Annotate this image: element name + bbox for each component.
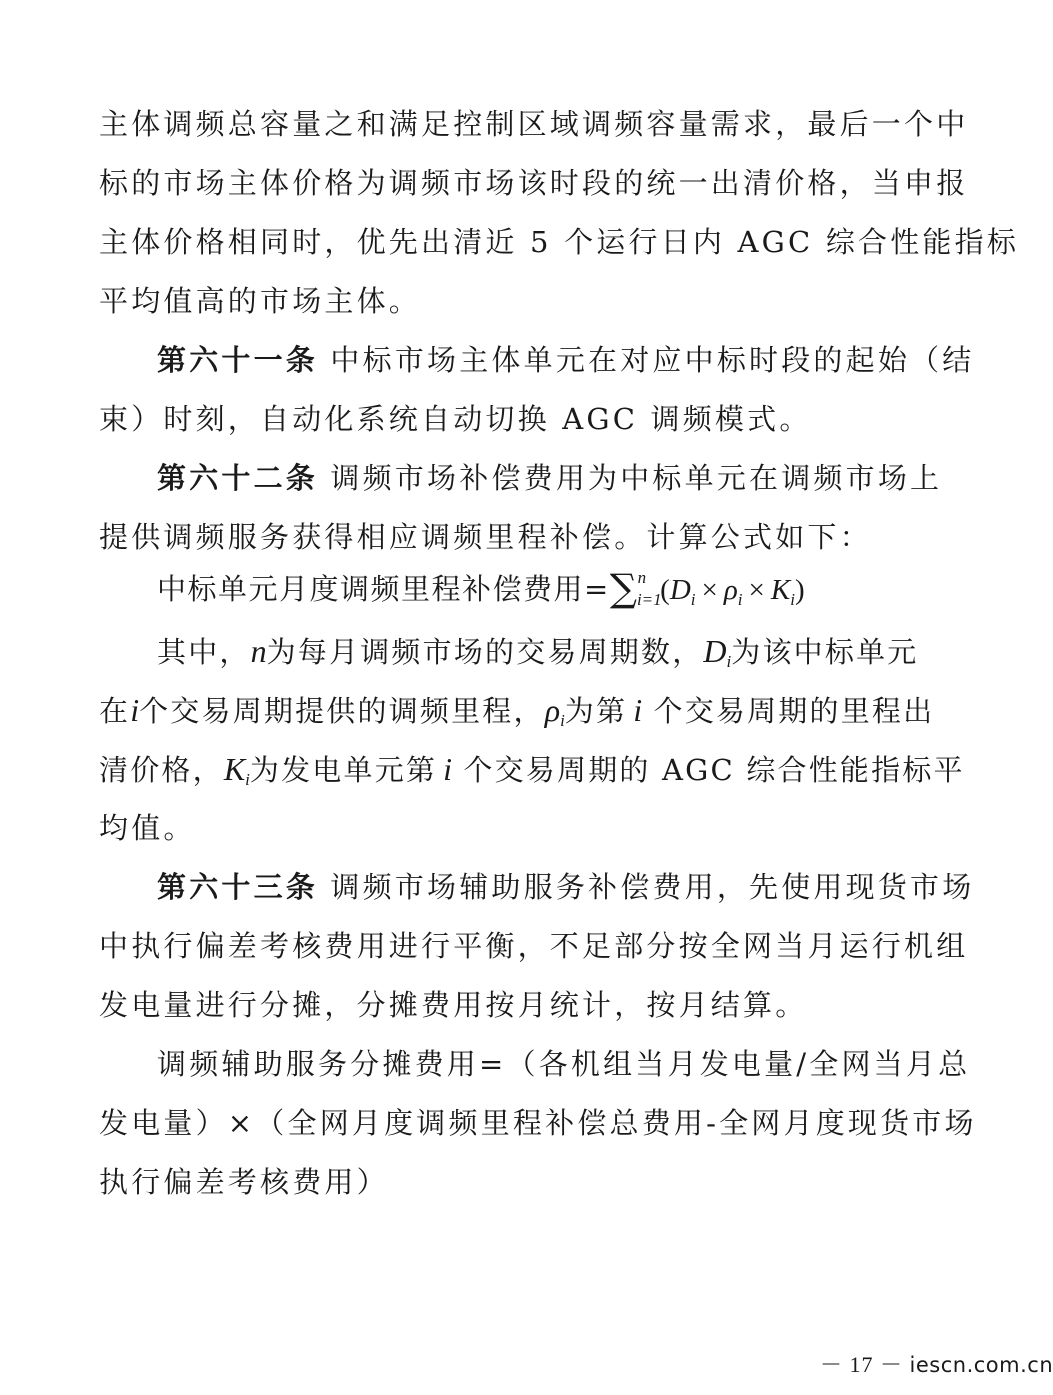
allocation-line: 发电量）×（全网月度调频里程补偿总费用-全网月度现货市场 — [99, 1106, 977, 1140]
article-63-title: 第六十三条 — [157, 870, 319, 904]
text-span: 为第 — [564, 694, 628, 728]
article-61-text: 中标市场主体单元在对应中标时段的起始（结 — [318, 343, 975, 377]
text-span: 在 — [99, 694, 131, 728]
article-61-line — [157, 342, 975, 378]
var-rho: ρ — [723, 574, 738, 606]
text-span: 个交易周期的里程出 — [642, 694, 935, 728]
paragraph-line: 平均值高的市场主体。 — [99, 284, 422, 318]
definition-line — [157, 633, 919, 671]
var-rho-sub: i — [560, 711, 565, 730]
allocation-line: 调频辅助服务分摊费用=（各机组当月发电量/全网当月总 — [157, 1047, 971, 1081]
var-rho: ρ — [544, 692, 561, 728]
times-op: × — [748, 574, 765, 606]
text-span: 为每月调频市场的交易周期数， — [266, 635, 704, 669]
var-rho-sub: i — [737, 590, 743, 609]
sum-lower-limit: i=1 — [636, 590, 662, 609]
allocation-line: 执行偏差考核费用） — [99, 1165, 389, 1199]
article-62-line — [157, 460, 943, 496]
times-op: × — [701, 574, 718, 606]
paragraph-line: 标的市场主体价格为调频市场该时段的统一出清价格，当申报 — [99, 166, 969, 200]
paragraph-line: 主体价格相同时，优先出清近 5 个运行日内 AGC 综合性能指标 — [99, 225, 1020, 259]
article-61-title: 第六十一条 — [157, 343, 319, 377]
paragraph-line: 主体调频总容量之和满足控制区域调频容量需求，最后一个中 — [99, 107, 969, 141]
var-d-sub: i — [726, 652, 732, 671]
sum-upper-limit: n — [637, 568, 647, 587]
var-d-sub: i — [690, 590, 696, 609]
text-span: 其中， — [157, 635, 251, 669]
var-k: K — [770, 574, 791, 606]
text-span: 个交易周期的 AGC 综合性能指标平 — [451, 753, 965, 787]
var-i: i — [443, 751, 452, 787]
var-k: K — [223, 751, 246, 787]
article-62-text: 调频市场补偿费用为中标单元在调频市场上 — [318, 461, 943, 495]
page-footer — [820, 1352, 1053, 1378]
var-d: D — [703, 633, 727, 669]
text-span: 为发电单元第 — [249, 753, 438, 787]
var-n: n — [250, 633, 267, 669]
var-k-sub: i — [790, 590, 795, 609]
open-paren: ( — [660, 574, 670, 606]
formula-label: 中标单元月度调频里程补偿费用= — [157, 572, 610, 606]
page-number: － 17 － — [820, 1352, 904, 1377]
var-i: i — [130, 692, 140, 728]
article-63-line: 中执行偏差考核费用进行平衡，不足部分按全网当月运行机组 — [99, 929, 969, 963]
article-63-line — [157, 869, 975, 905]
close-paren: ) — [794, 574, 805, 606]
definition-line: 均值。 — [99, 811, 196, 845]
sum-symbol: ∑ — [609, 566, 637, 610]
formula-line — [157, 566, 899, 610]
text-span: 为该中标单元 — [731, 635, 919, 669]
var-d: D — [669, 574, 691, 606]
text-span: 个交易周期提供的调频里程， — [139, 694, 545, 728]
definition-line — [99, 692, 935, 730]
article-62-title: 第六十二条 — [157, 461, 319, 495]
article-63-line: 发电量进行分摊，分摊费用按月统计，按月结算。 — [99, 988, 808, 1022]
article-61-line: 束）时刻，自动化系统自动切换 AGC 调频模式。 — [99, 402, 812, 436]
formula-expression — [609, 566, 805, 610]
watermark-site: iescn.com.cn — [909, 1353, 1053, 1377]
var-k-sub: i — [245, 770, 250, 789]
article-62-line: 提供调频服务获得相应调频里程补偿。计算公式如下： — [99, 520, 872, 554]
text-span: 清价格， — [99, 753, 224, 787]
article-63-text: 调频市场辅助服务补偿费用，先使用现货市场 — [318, 870, 975, 904]
var-i: i — [633, 692, 643, 728]
definition-line — [99, 751, 965, 789]
